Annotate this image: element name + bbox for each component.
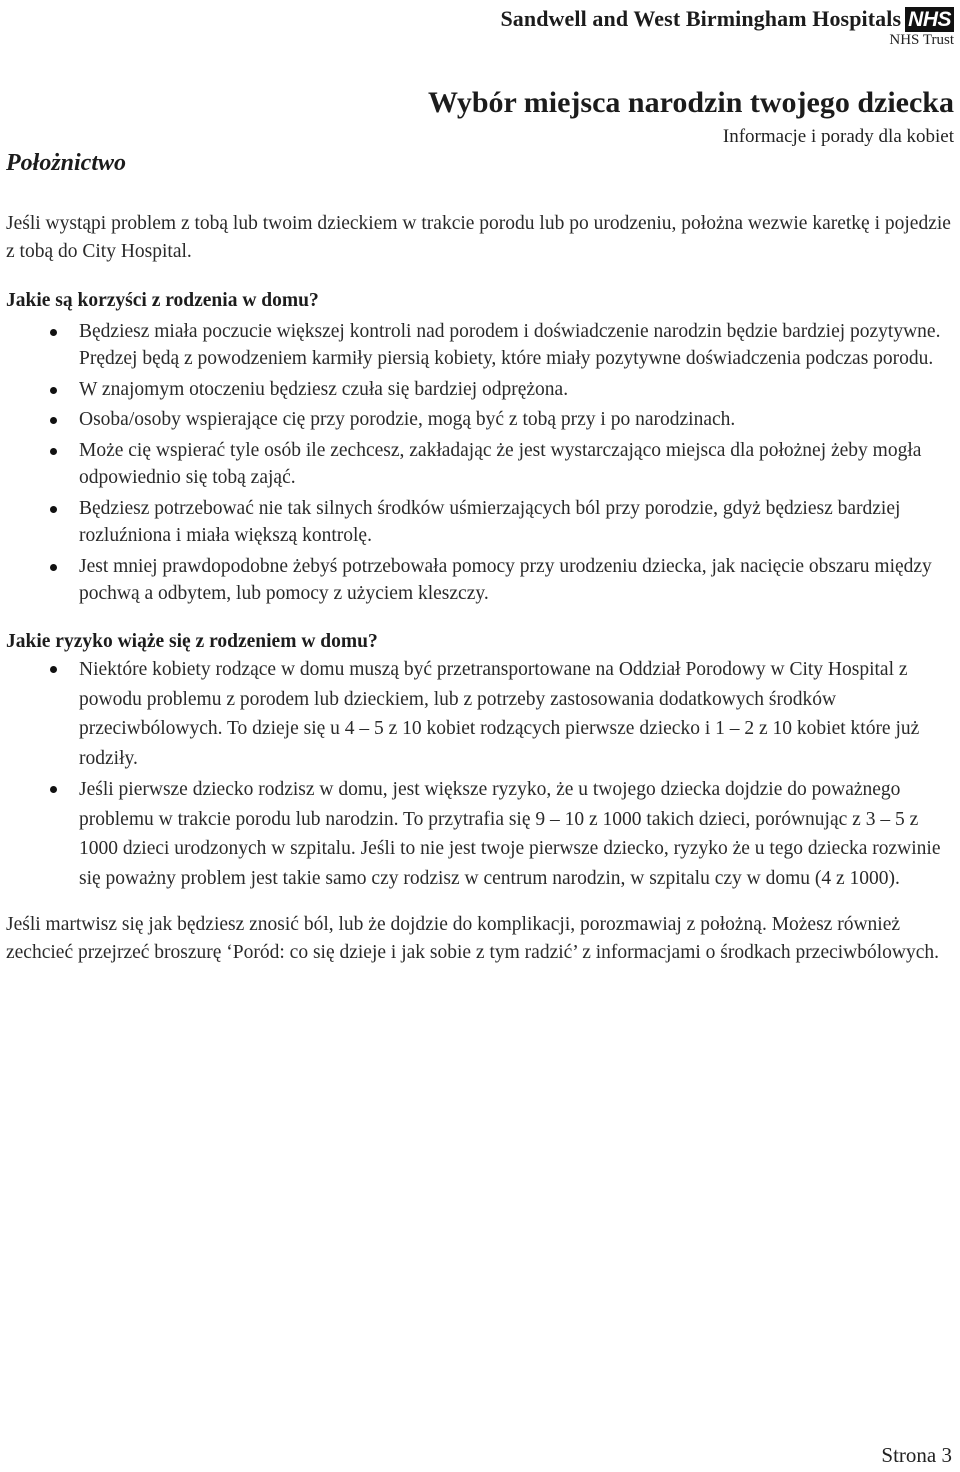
nhs-logo: NHS — [905, 7, 954, 32]
organization-header — [500, 6, 954, 49]
list-item-text: W znajomym otoczeniu będziesz czuła się bardziej odprężona. — [79, 378, 569, 400]
page-number: Strona 3 — [881, 1443, 952, 1467]
list-item-text: Jest mniej prawdopodobne żebyś potrzebowała pomocy przy urodzeniu dziecka, jak nacięcie obszaru między pochwą a odbytem, lub pomocy z użyciem kleszczy. — [79, 555, 932, 604]
bullet-icon — [50, 448, 57, 455]
bullet-icon — [50, 564, 57, 571]
list-item — [6, 406, 954, 434]
list-item — [6, 437, 954, 492]
risks-list — [6, 655, 954, 893]
organization-line — [500, 6, 954, 32]
bullet-icon — [50, 506, 57, 513]
list-item — [6, 495, 954, 550]
intro-paragraph: Jeśli wystąpi problem z tobą lub twoim dzieckiem w trakcie porodu lub po urodzeniu, położna wezwie karetkę i pojedzie z tobą do City Hospital. — [6, 213, 951, 262]
list-item — [6, 318, 954, 373]
list-item — [6, 553, 954, 608]
document-title: Wybór miejsca narodzin twojego dziecka — [427, 86, 954, 119]
bullet-icon — [50, 387, 57, 394]
list-item-text: Jeśli pierwsze dziecko rodzisz w domu, jest większe ryzyko, że u twojego dziecka dojdzie do poważnego problemu w trakcie porodu lub narodzin. To przytrafia się 9 – 10 z 1000 takich dzieci, porównując z 3 – 5 z 1000 dzieci urodzonych w szpitalu. Jeśli to nie jest twoje pierwsze dziecko, ryzyko że u tego dziecka rozwinie się poważny problem jest takie samo czy rodzisz w centrum narodzin, w szpitalu czy w domu (4 z 1000). — [79, 779, 941, 889]
benefits-heading: Jakie są korzyści z rodzenia w domu? — [6, 290, 319, 311]
list-item-text: Będziesz potrzebować nie tak silnych środków uśmierzających ból przy porodzie, gdyż będziesz bardziej rozluźniona i miała większą kontrolę. — [79, 497, 901, 546]
list-item — [6, 376, 954, 404]
trust-label: NHS Trust — [889, 32, 954, 48]
list-item-text: Może cię wspierać tyle osób ile zechcesz, zakładając że jest wystarczająco miejsca dla położnej żeby mogła odpowiednio się tobą zająć. — [79, 439, 922, 488]
list-item-text: Osoba/osoby wspierające cię przy porodzie, mogą być z tobą przy i po narodzinach. — [79, 409, 736, 430]
list-item-text: Będziesz miała poczucie większej kontroli nad porodem i doświadczenie narodzin będzie bardziej pozytywne. Prędzej będą z powodzeniem karmiły piersią kobiety, które miały pozytywne doświadczenia podczas porodu. — [79, 320, 941, 369]
section-label: Położnictwo — [6, 150, 127, 176]
closing-paragraph: Jeśli martwisz się jak będziesz znosić ból, lub że dojdzie do komplikacji, porozmawiaj z położną. Możesz również zechcieć przejrzeć broszurę ‘Poród: co się dzieje i jak sobie z tym radzić’ z informacjami o środkach przeciwbólowych. — [6, 914, 940, 963]
bullet-icon — [50, 417, 57, 424]
list-item — [6, 655, 954, 773]
bullet-icon — [50, 666, 57, 673]
list-item-text: Niektóre kobiety rodzące w domu muszą być przetransportowane na Oddział Porodowy w City Hospital z powodu problemu z porodem lub dzieckiem, lub z potrzeby zastosowania dodatkowych środków przeciwbólowych. To dzieje się u 4 – 5 z 10 kobiet rodzących pierwsze dziecko i 1 – 2 z 10 kobiet które już rodziły. — [79, 659, 920, 769]
bullet-icon — [50, 786, 57, 793]
risks-heading: Jakie ryzyko wiąże się z rodzeniem w domu? — [6, 630, 378, 652]
list-item — [6, 775, 954, 893]
benefits-list — [6, 318, 954, 608]
document-subtitle: Informacje i porady dla kobiet — [722, 126, 954, 147]
organization-name: Sandwell and West Birmingham Hospitals — [500, 6, 902, 31]
document-body — [6, 210, 954, 966]
bullet-icon — [50, 329, 57, 336]
